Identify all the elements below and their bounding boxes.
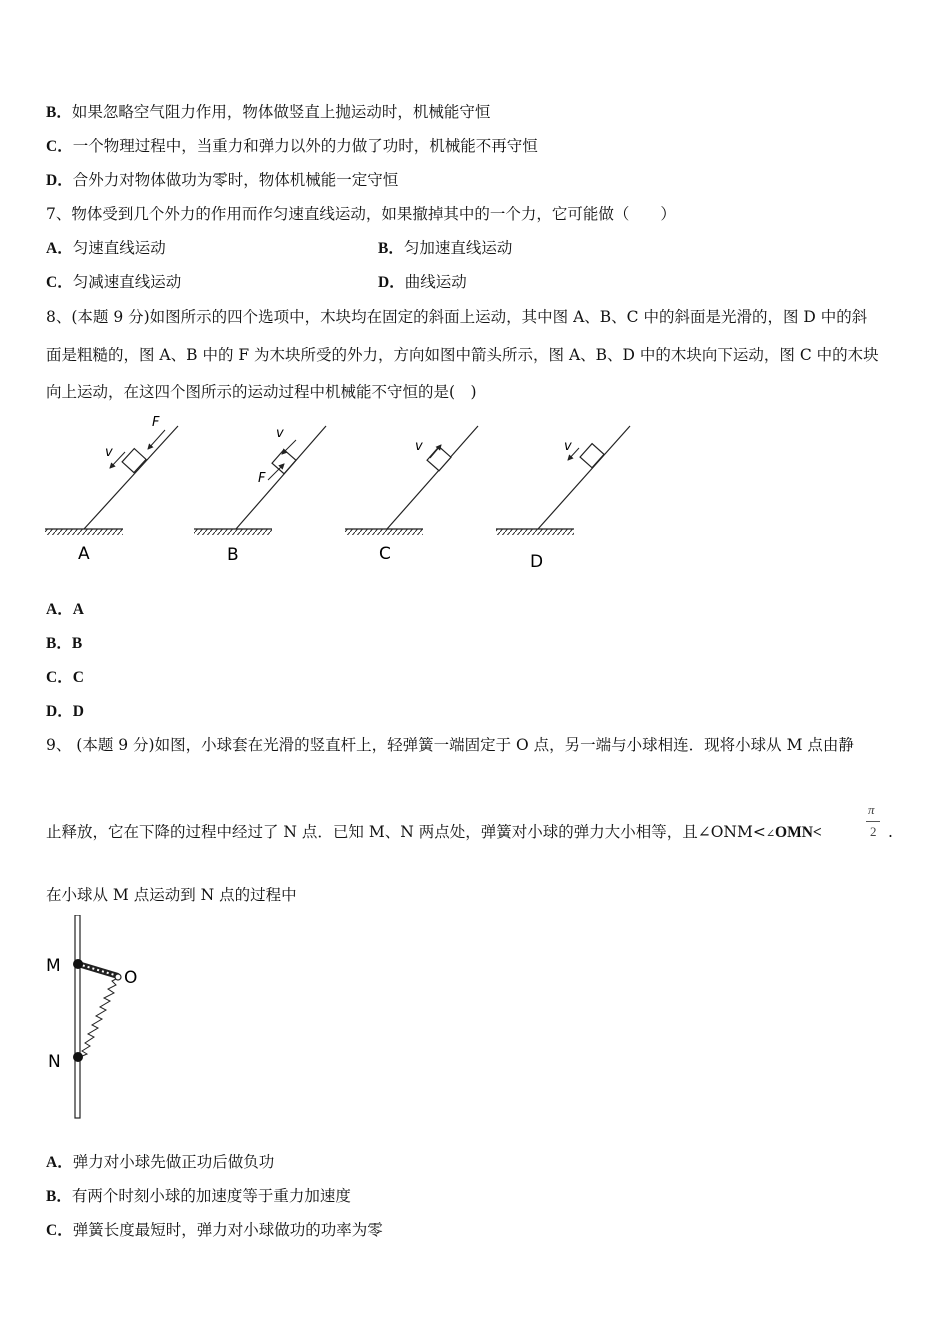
pi-fraction-denominator: 2: [870, 824, 877, 839]
q6-option-d: D．合外力对物体做功为零时，物体机械能一定守恒: [46, 171, 399, 189]
vertical-rod: [75, 915, 80, 1118]
q6-option-b: B．如果忽略空气阻力作用，物体做竖直上抛运动时，机械能守恒: [46, 103, 491, 121]
velocity-label-b: v: [276, 426, 284, 441]
velocity-arrow-b: [282, 440, 296, 454]
q8-option-b: B．B: [46, 635, 83, 652]
q9-option-c: C．弹簧长度最短时，弹力对小球做功的功率为零: [46, 1221, 383, 1239]
block-b: [272, 450, 296, 474]
label-n: N: [48, 1052, 61, 1072]
pi-fraction-numerator: π: [868, 802, 875, 817]
q8-option-d: D．D: [46, 703, 84, 720]
force-arrow-a: [148, 430, 165, 449]
q9-stem-line2: 止释放，它在下降的过程中经过了 N 点．已知 M、N 两点处，弹簧对小球的弹力大小相等，且∠ONM<∠OMN<: [46, 823, 822, 841]
q8-option-c: C．C: [46, 669, 84, 686]
label-m: M: [46, 956, 61, 976]
q8-stem-line1: 8、(本题 9 分)如图所示的四个选项中，木块均在固定的斜面上运动，其中图 A、B、C 中的斜面是光滑的，图 D 中的斜: [46, 308, 868, 326]
q7-stem: 7、物体受到几个外力的作用而作匀速直线运动，如果撤掉其中的一个力，它可能做（ ）: [46, 205, 676, 223]
q9-stem-line2-end: .: [888, 823, 893, 841]
block-d: [580, 444, 604, 468]
spring-at-m: [78, 964, 118, 976]
incline-diagram-a: [45, 415, 178, 564]
label-o: O: [124, 968, 138, 988]
incline-diagram-c: [345, 426, 478, 564]
incline-diagram-d: [496, 426, 630, 572]
q8-stem-line2: 面是粗糙的，图 A、B 中的 F 为木块所受的外力，方向如图中箭头所示，图 A、B、D 中的木块向下运动，图 C 中的木块: [46, 346, 879, 364]
q7-options-row1: [46, 238, 166, 259]
q7-option-d: D．曲线运动: [378, 273, 467, 291]
spring-to-n: [80, 979, 116, 1057]
diagram-label-a: A: [78, 544, 90, 564]
ball-at-n: [73, 1052, 83, 1062]
force-label-a: F: [152, 415, 160, 430]
velocity-label-d: v: [564, 439, 572, 454]
q9-option-b: B．有两个时刻小球的加速度等于重力加速度: [46, 1187, 351, 1205]
q9-option-a: A．弹力对小球先做正功后做负功: [46, 1153, 275, 1171]
q7-option-a: A．匀速直线运动: [46, 239, 166, 257]
ball-at-m: [73, 959, 83, 969]
q8-stem-line3: 向上运动，在这四个图所示的运动过程中机械能不守恒的是( ): [46, 383, 477, 401]
velocity-label-c: v: [415, 439, 423, 454]
q8-option-a: A．A: [46, 601, 84, 618]
q9-stem-line1: 9、 (本题 9 分)如图，小球套在光滑的竖直杆上，轻弹簧一端固定于 O 点，另一端与小球相连．现将小球从 M 点由静: [46, 736, 854, 754]
force-label-b: F: [258, 471, 266, 486]
q9-stem-line3: 在小球从 M 点运动到 N 点的过程中: [46, 886, 297, 904]
q8-figure: [40, 412, 640, 577]
q6-option-c: C．一个物理过程中，当重力和弹力以外的力做了功时，机械能不再守恒: [46, 137, 538, 155]
q9-figure: [44, 915, 154, 1120]
pi-fraction-bar: [866, 821, 880, 822]
fixed-point-o: [115, 974, 121, 980]
block-a: [122, 449, 146, 473]
q7-option-b: B．匀加速直线运动: [378, 239, 513, 257]
diagram-label-d: D: [530, 552, 544, 572]
incline-diagram-b: [194, 426, 326, 565]
diagram-label-c: C: [379, 544, 391, 564]
velocity-label-a: v: [105, 445, 113, 460]
q7-option-c: C．匀减速直线运动: [46, 273, 182, 291]
diagram-label-b: B: [227, 545, 239, 565]
block-c: [427, 447, 451, 471]
